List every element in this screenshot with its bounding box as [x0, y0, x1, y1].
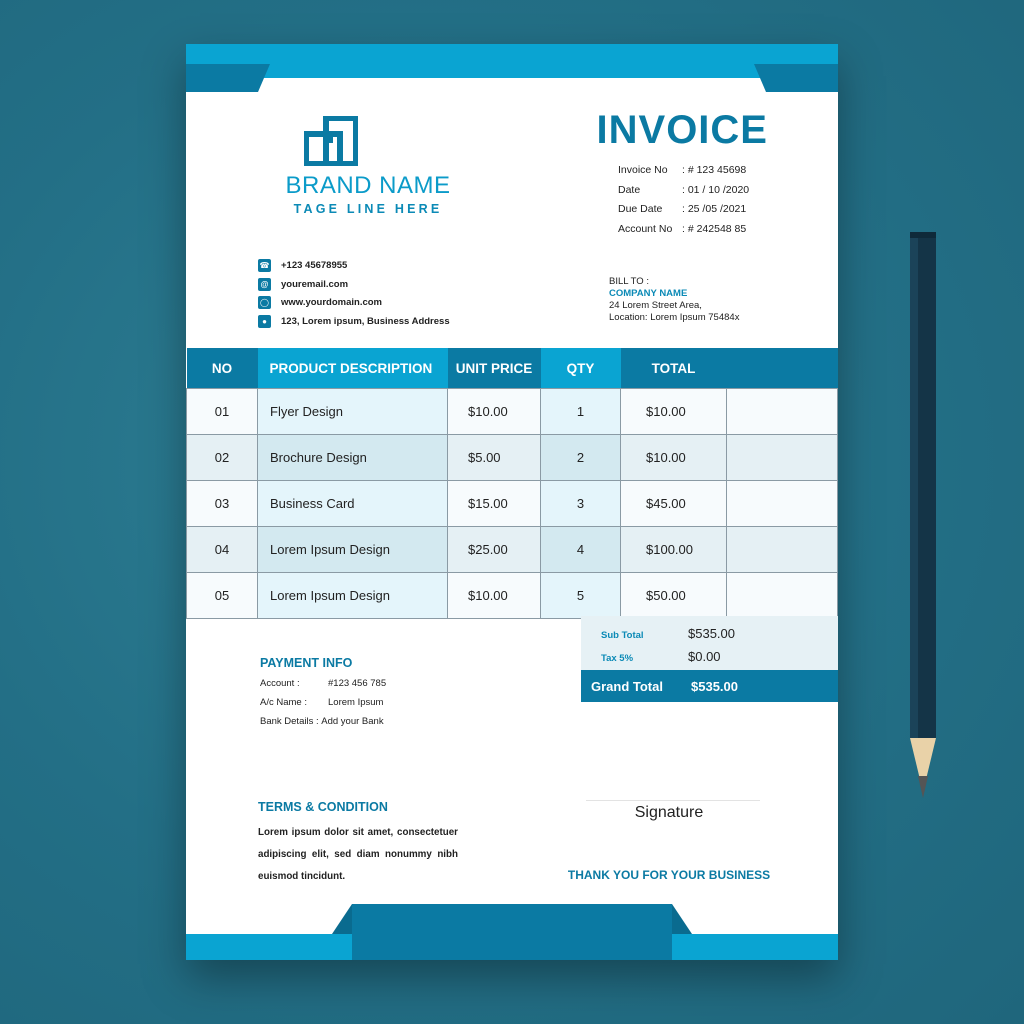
email-icon: @	[258, 278, 271, 291]
cell-total: $50.00	[621, 573, 727, 619]
cell-description: Business Card	[258, 481, 448, 527]
subtotal-value: $535.00	[688, 626, 735, 641]
header-spacer	[727, 348, 838, 389]
cell-unit-price: $25.00	[448, 527, 541, 573]
cell-no: 01	[187, 389, 258, 435]
invoice-meta	[618, 164, 778, 242]
grand-total-label: Grand Total	[591, 679, 663, 694]
bill-to-location: Location: Lorem Ipsum 75484x	[609, 312, 740, 323]
cell-qty: 1	[541, 389, 621, 435]
bank-label: Bank Details :	[260, 716, 319, 727]
bill-to-label: BILL TO :	[609, 276, 649, 287]
contact-email: youremail.com	[281, 278, 349, 290]
table-row	[187, 389, 838, 435]
phone-icon: ☎	[259, 260, 270, 270]
globe-icon: ◯	[258, 296, 271, 309]
location-pin-icon: ●	[258, 315, 271, 328]
meta-date: Date : 01 / 10 /2020	[618, 183, 750, 196]
payment-info	[260, 678, 386, 735]
thank-you-text: THANK YOU FOR YOUR BUSINESS	[567, 868, 771, 882]
cell-description: Lorem Ipsum Design	[258, 527, 448, 573]
cell-spacer	[727, 481, 838, 527]
contact-web: www.yourdomain.com	[281, 297, 382, 309]
cell-no: 04	[187, 527, 258, 573]
top-right-tab	[766, 64, 838, 92]
bank-value: Add your Bank	[321, 716, 384, 727]
cell-unit-price: $10.00	[448, 389, 541, 435]
brand-name: BRAND NAME	[285, 172, 451, 199]
cell-qty: 5	[541, 573, 621, 619]
ac-name-value: Lorem Ipsum	[328, 697, 384, 708]
contact-address: 123, Lorem ipsum, Business Address	[281, 315, 450, 327]
cell-spacer	[727, 389, 838, 435]
account-label: Account :	[260, 678, 300, 689]
invoice-page	[186, 44, 838, 960]
cell-unit-price: $5.00	[448, 435, 541, 481]
header-description: PRODUCT DESCRIPTION	[258, 348, 448, 389]
meta-due-date: Due Date : 25 /05 /2021	[618, 203, 747, 215]
subtotal-label: Sub Total	[601, 630, 644, 641]
contact-phone: +123 45678955	[281, 259, 348, 271]
top-left-tab	[186, 64, 258, 92]
meta-account-no: Account No : # 242548 85	[618, 222, 747, 235]
grand-total-bar	[581, 670, 838, 702]
payment-info-title: PAYMENT INFO	[260, 656, 353, 670]
header-total: TOTAL	[621, 348, 727, 389]
meta-invoice-no: Invoice No : # 123 45698	[618, 164, 747, 176]
header-qty: QTY	[541, 348, 621, 389]
bill-to-street: 24 Lorem Street Area,	[609, 300, 702, 311]
cell-qty: 3	[541, 481, 621, 527]
cell-description: Flyer Design	[258, 389, 448, 435]
cell-no: 02	[187, 435, 258, 481]
invoice-title: INVOICE	[596, 108, 768, 152]
account-value: #123 456 785	[328, 678, 387, 689]
cell-no: 05	[187, 573, 258, 619]
terms-text: Lorem ipsum dolor sit amet, consectetuer adipiscing elit, sed diam nonummy nibh euismod tincidunt.	[258, 827, 458, 882]
cell-description: Lorem Ipsum Design	[258, 573, 448, 619]
pencil-icon	[908, 232, 938, 808]
table-row	[187, 435, 838, 481]
brand-tagline: TAGE LINE HERE	[293, 202, 443, 216]
tax-value: $0.00	[688, 649, 721, 664]
table-header-row	[187, 348, 838, 389]
cell-spacer	[727, 573, 838, 619]
cell-description: Brochure Design	[258, 435, 448, 481]
cell-qty: 2	[541, 435, 621, 481]
table-row	[187, 527, 838, 573]
cell-unit-price: $15.00	[448, 481, 541, 527]
bottom-center-tab	[352, 904, 672, 960]
cell-spacer	[727, 527, 838, 573]
signature-line	[586, 800, 760, 801]
top-accent-bar	[186, 44, 838, 78]
tax-label: Tax 5%	[601, 653, 634, 664]
terms-title: TERMS & CONDITION	[258, 800, 388, 814]
cell-no: 03	[187, 481, 258, 527]
cell-total: $100.00	[621, 527, 727, 573]
summary-box	[581, 616, 838, 670]
items-table	[186, 348, 838, 619]
bill-to-company: COMPANY NAME	[609, 288, 688, 299]
header-no: NO	[187, 348, 258, 389]
cell-total: $10.00	[621, 435, 727, 481]
table-row	[187, 573, 838, 619]
signature-label: Signature	[634, 804, 704, 821]
bill-to	[609, 276, 739, 324]
contact-info	[258, 256, 450, 331]
cell-unit-price: $10.00	[448, 573, 541, 619]
table-row	[187, 481, 838, 527]
grand-total-value: $535.00	[691, 679, 738, 694]
ac-name-label: A/c Name :	[260, 697, 307, 708]
header-unit-price: UNIT PRICE	[448, 348, 541, 389]
cell-total: $10.00	[621, 389, 727, 435]
cell-spacer	[727, 435, 838, 481]
cell-total: $45.00	[621, 481, 727, 527]
brand-logo-icon	[304, 116, 358, 166]
cell-qty: 4	[541, 527, 621, 573]
